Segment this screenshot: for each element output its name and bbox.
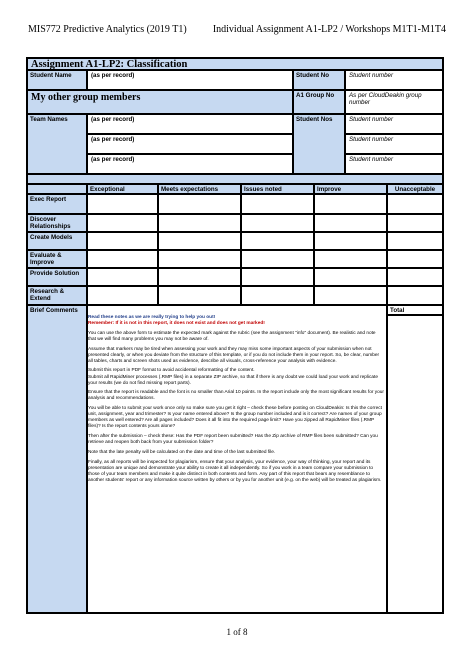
rubric-cell[interactable] [87,232,158,250]
rubric-cell[interactable] [87,250,158,268]
rubric-cell[interactable] [241,214,314,232]
rubric-cell[interactable] [314,268,387,286]
group-no-label: A1 Group No [293,90,345,114]
rubric-cell[interactable] [241,268,314,286]
rubric-cell[interactable] [387,232,443,250]
student-name-field[interactable]: (as per record) [87,70,293,90]
notes-paragraph: You will be able to submit your work once only so make sure you get it right – check these before posting on CloudDeakin: Is this the correct unit, assignment, year and trimester? Is your name entered above? Is the group number included and is it correct? Are names of your group members as well entered? Are all pages included? Does it all fit into the required page limit? Have you zipped all RapidMiner files (.RMP files)? Is the report contents yours alone? [88,406,382,430]
rubric-cell[interactable] [241,232,314,250]
rubric-cell[interactable] [241,250,314,268]
notes-paragraph: You can use the above form to estimate the expected mark against the rubric (see the assignment "info" document). Be realistic and note that we will find many problems you may not be aware of. [88,330,376,342]
group-members-title: My other group members [27,90,293,114]
rubric-cell[interactable] [241,194,314,214]
notes-warning: Remember: If it is not in this report, it does not exist and does not get marked! [88,321,265,327]
total-label: Total [387,305,443,315]
rubric-cell[interactable] [158,286,241,305]
rubric-cell[interactable] [158,268,241,286]
rubric-cell[interactable] [387,214,443,232]
rubric-col-exceptional: Exceptional [87,184,158,194]
team-member-3-number[interactable]: Student number [345,154,443,174]
team-names-label: Team Names [27,114,87,174]
header-unit-title: MIS772 Predictive Analytics (2019 T1) [28,24,187,35]
notes-intro: Read these notes as we are really trying to help you out! [88,315,216,320]
rubric-cell[interactable] [314,286,387,305]
rubric-col-unacceptable: Unacceptable [387,184,443,194]
team-member-2-field[interactable]: (as per record) [87,134,293,154]
rubric-cell[interactable] [314,232,387,250]
rubric-cell[interactable] [158,194,241,214]
rubric-row-provide-solution: Provide Solution [27,268,87,286]
notes-paragraph: Finally, as all reports will be inspected for plagiarism, ensure that your analysis, your evidence, your way of thinking, your report and its presentation are unique and demonstrate your ability to create it all independently. So if you work in a team compare your submission to those of your team members and make it quite distinct in both contents and form. Any part of this report that bears any resemblance to another students' report or any information source written by others or by you for another unit (e.g. on the web) will be treated as plagiarism. [88,459,382,483]
rubric-cell[interactable] [87,268,158,286]
rubric-row-evaluate-improve: Evaluate & Improve [27,250,87,268]
rubric-cell[interactable] [314,250,387,268]
team-member-1-number[interactable]: Student number [345,114,443,134]
spacer-row [27,174,443,184]
rubric-row-discover-relationships: Discover Relationships [27,214,87,232]
notes-paragraph: Assume that markers may be tired when assessing your work and they may miss some important aspects of your submission when not presented clearly, or when you deviate from the structure of this template, or if you do not include them in your report. So, be clear, number all tables, charts and screen shots used as evidence, describe all visuals, cross-reference your analysis with evidence. [88,346,380,364]
notes-paragraph: Ensure that the report is readable and the font is no smaller than Arial 10 points. In the report include only the most significant results for your analysis and recommendations. [88,390,384,402]
rubric-cell[interactable] [387,194,443,214]
rubric-cell[interactable] [387,250,443,268]
rubric-cell[interactable] [158,232,241,250]
rubric-cell[interactable] [314,214,387,232]
student-nos-label: Student Nos [293,114,345,174]
rubric-row-create-models: Create Models [27,232,87,250]
rubric-col-improve: Improve [314,184,387,194]
rubric-cell[interactable] [314,194,387,214]
team-member-2-number[interactable]: Student number [345,134,443,154]
rubric-row-exec-report: Exec Report [27,194,87,214]
rubric-cell[interactable] [241,286,314,305]
group-no-field[interactable]: As per CloudDeakin group number [345,90,443,114]
rubric-cell[interactable] [87,194,158,214]
header-assignment-title: Individual Assignment A1-LP2 / Workshops M1T1-M1T4 [212,24,446,35]
rubric-cell[interactable] [158,214,241,232]
rubric-row-research-extend: Research & Extend [27,286,87,305]
rubric-cell[interactable] [87,286,158,305]
page-number: 1 of 8 [226,627,248,637]
rubric-col-meets-expectations: Meets expectations [158,184,241,194]
rubric-cell[interactable] [158,250,241,268]
student-no-label: Student No [293,70,345,90]
assignment-notes [88,315,384,488]
student-name-label: Student Name [27,70,87,90]
rubric-col-issues-noted: Issues noted [241,184,314,194]
notes-paragraph: Note that the late penalty will be calculated on the date and time of the last submitted file. [88,449,276,455]
brief-comments-label: Brief Comments [27,305,87,613]
rubric-cell[interactable] [87,214,158,232]
student-no-field[interactable]: Student number [345,70,443,90]
notes-paragraph: Then after the submission – check these: Has the PDF report been submitted? Has the Zip archive of RMP files been submitted? Can you retrieve and reopen both back from your submission folder? [88,434,378,446]
rubric-cell[interactable] [387,268,443,286]
rubric-corner-cell [27,184,87,194]
rubric-cell[interactable] [387,286,443,305]
team-member-1-field[interactable]: (as per record) [87,114,293,134]
form-title: Assignment A1-LP2: Classification [27,58,443,70]
notes-paragraph: Submit this report in PDF format to avoid accidental reformatting of the content. Submit all RapidMiner processes (.RMP files) in a separate ZIP archive, so that if there is any doubt we could load your work and replicate your results (we do not find missing report parts). [88,368,378,386]
team-member-3-field[interactable]: (as per record) [87,154,293,174]
total-field[interactable] [387,315,443,613]
